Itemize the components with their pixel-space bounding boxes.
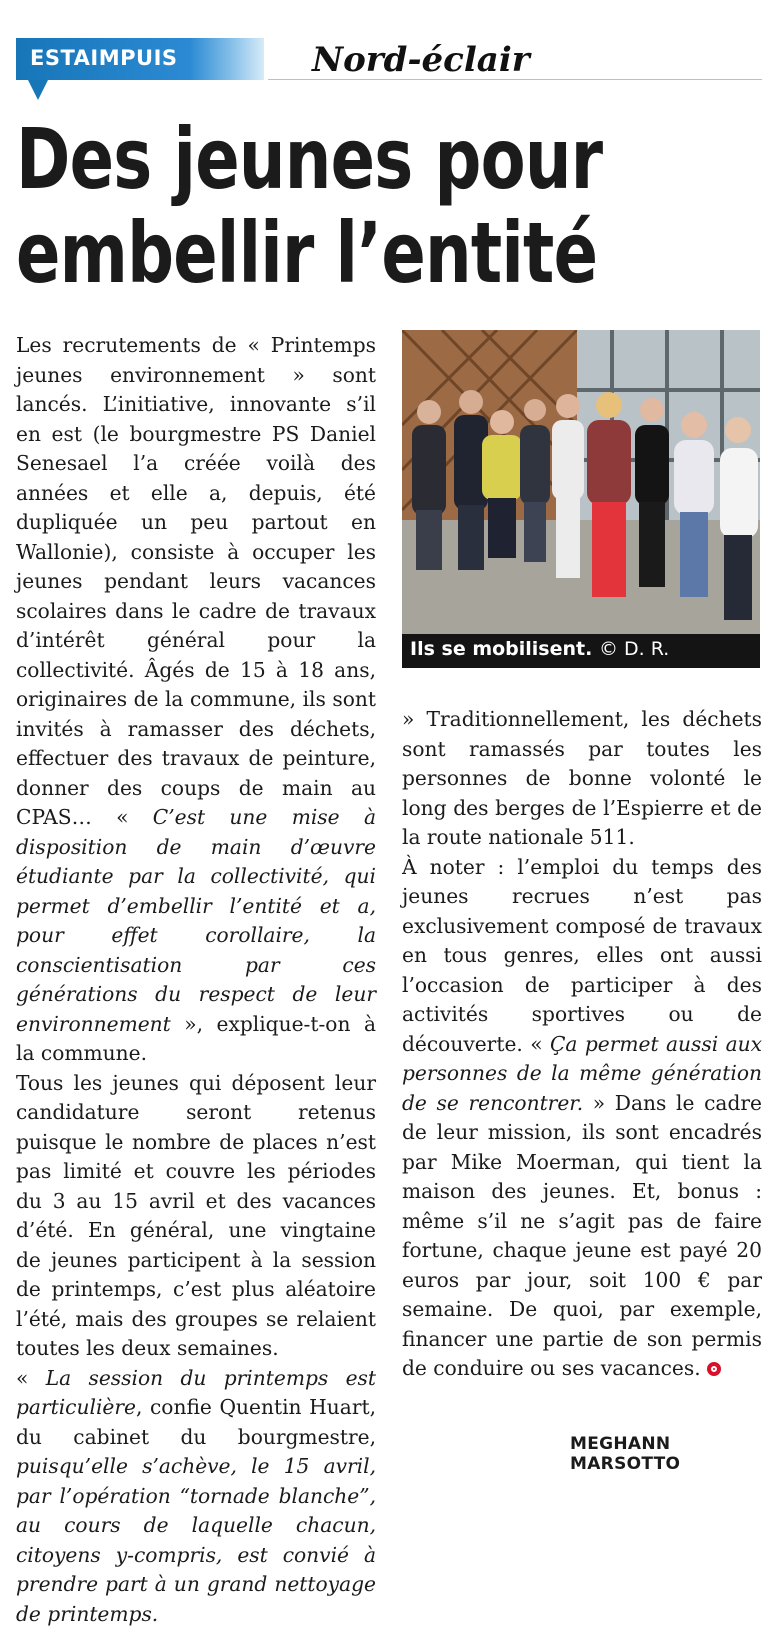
paragraph-3 <box>16 1364 376 1634</box>
body-column-right <box>402 705 762 1384</box>
paragraph-3-end: » Traditionnellement, les déchets sont ramassés par toutes les personnes de bonne volonté le long des berges de l’Espierre et de la route nationale 511. <box>402 707 762 849</box>
section-label: ESTAIMPUIS <box>30 46 178 70</box>
photo-caption-bar <box>402 634 760 668</box>
headline-line-2: embellir l’entité <box>16 204 598 302</box>
photo-caption <box>410 638 669 660</box>
paragraph-4-end: » Dans le cadre de leur mission, ils sont encadrés par Mike Moerman, qui tient la maison des jeunes. Et, bonus : même s’il ne s’agit pas de faire fortune, chaque jeune est payé 20 euros par jour, soit 100 € par semaine. De quoi, par exemple, financer une partie de son permis de conduire ou ses vacances. <box>402 1090 762 1380</box>
headline <box>16 112 601 300</box>
paragraph-3-continued <box>402 705 762 853</box>
paragraph-3-open: « <box>16 1365 46 1390</box>
body-column-left <box>16 331 376 1634</box>
paragraph-4 <box>402 853 762 1384</box>
group-photo-image <box>402 330 760 668</box>
article-photo <box>402 330 760 668</box>
paragraph-1-quote: C’est une mise à disposition de main d’œuvre étudiante par la collectivité, qui permet d’embellir l’entité et a, pour effet corollaire, la conscientisation par ces générations du respect de leur environnement <box>16 805 376 1036</box>
publication-name: Nord-éclair <box>312 40 530 80</box>
paragraph-4-text: À noter : l’emploi du temps des jeunes recrues n’est pas exclusivement composé de travaux en tous genres, elles ont aussi l’occasion de participer à des activités sportives ou de découverte. « <box>402 854 762 1056</box>
paragraph-1-text: Les recrutements de « Printemps jeunes environnement » sont lancés. L’initiative, innovante s’il en est (le bourgmestre PS Daniel Senesael l’a créée voilà des années et elle a, depuis, été dupliquée un peu partout en Wallonie), consiste à occuper les jeunes pendant leurs vacances scolaires dans le cadre de travaux d’intérêt général pour la collectivité. Âgés de 15 à 18 ans, originaires de la commune, ils sont invités à ramasser des déchets, effectuer des travaux de peinture, donner des coups de main au CPAS… « <box>16 333 376 829</box>
paragraph-3-quote-2: puisqu’elle s’achève, le 15 avril, par l’opération “tornade blanche”, au cours de laquelle chacun, citoyens y-compris, est convié à prendre part à un grand nettoyage de printemps. <box>16 1454 376 1626</box>
end-mark-icon <box>707 1362 721 1376</box>
paragraph-3-quote-1: La session du printemps est particulière <box>16 1365 376 1419</box>
paragraph-4-quote: Ça permet aussi aux personnes de la même génération de se rencontrer. <box>402 1031 763 1115</box>
byline: MEGHANN MARSOTTO <box>570 1434 681 1474</box>
photo-credit: © D. R. <box>598 638 670 660</box>
headline-line-1: Des jeunes pour <box>16 110 603 208</box>
paragraph-2: Tous les jeunes qui déposent leur candidature seront retenus puisque le nombre de places n’est pas limité et couvre les périodes du 3 au 15 avril et des vacances d’été. En général, une vingtaine de jeunes participent à la session de printemps, c’est plus aléatoire l’été, mais des groupes se relaient toutes les deux semaines. <box>16 1070 376 1360</box>
section-tag-tail <box>28 80 48 100</box>
photo-caption-text: Ils se mobilisent. <box>410 638 593 660</box>
paragraph-1-end: », explique-t-on à la commune. <box>16 1011 376 1065</box>
paragraph-1 <box>16 331 376 1069</box>
section-tag <box>16 38 264 80</box>
paragraph-3-mid: , confie Quentin Huart, du cabinet du bourgmestre, <box>16 1395 376 1449</box>
